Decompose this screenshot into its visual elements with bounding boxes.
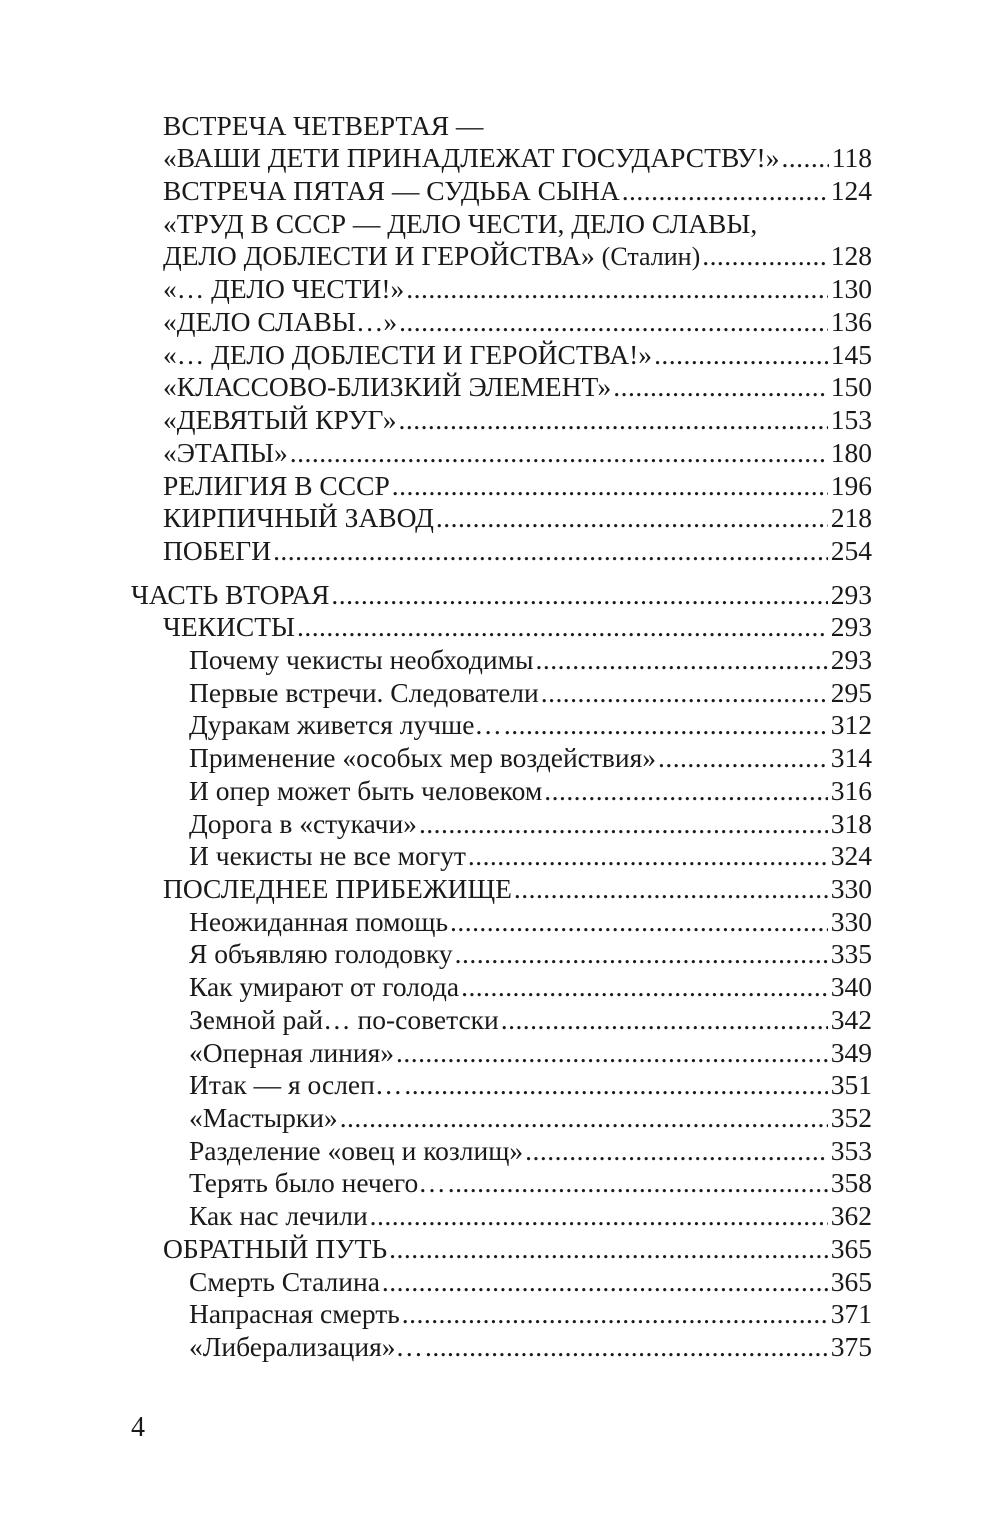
dot-leader — [702, 239, 828, 272]
toc-subentry[interactable] — [189, 1297, 872, 1330]
toc-subentry[interactable] — [189, 1101, 872, 1134]
dot-leader — [613, 370, 827, 403]
toc-subentry[interactable] — [189, 1166, 872, 1199]
toc-entry-page: 371 — [830, 1298, 872, 1329]
dot-leader — [622, 174, 828, 207]
dot-leader — [399, 305, 828, 338]
toc-heading-line — [163, 109, 872, 142]
toc-subentry[interactable] — [189, 1068, 872, 1101]
toc-entry-page: 330 — [830, 906, 872, 937]
toc-entry-title: Неожиданная помощь — [189, 906, 449, 937]
toc-entry-page: 316 — [830, 775, 872, 806]
dot-leader — [450, 905, 828, 938]
toc-entry-page: 136 — [830, 306, 872, 337]
toc-subentry[interactable] — [189, 708, 872, 741]
toc-entry-page: 118 — [831, 142, 872, 173]
toc-entry-page: 145 — [830, 339, 872, 370]
toc-entry-title: Дуракам живется лучше… — [189, 709, 502, 740]
dot-leader — [536, 643, 828, 676]
toc-entry-title: ВСТРЕЧА ПЯТАЯ — СУДЬБА СЫНА — [163, 175, 620, 206]
toc-entry-title: Разделение «овец и козлищ» — [189, 1135, 524, 1166]
toc-entry-page: 342 — [830, 1004, 872, 1035]
dot-leader — [297, 610, 828, 643]
toc-entry-title: ПОСЛЕДНЕЕ ПРИБЕЖИЩЕ — [163, 873, 512, 904]
dot-leader — [436, 501, 828, 534]
toc-entry-page: 293 — [830, 611, 872, 642]
toc-entry-page: 335 — [830, 938, 872, 969]
page-number: 4 — [131, 1412, 145, 1443]
toc-entry-title: РЕЛИГИЯ В СССР — [163, 470, 390, 501]
dot-leader — [406, 272, 827, 305]
toc-entry-page: 295 — [830, 677, 872, 708]
toc-entry[interactable] — [163, 872, 872, 905]
dot-leader — [448, 1166, 828, 1199]
toc-entry-page: 353 — [830, 1135, 872, 1166]
toc-entry[interactable] — [163, 338, 872, 371]
toc-entry-title: «КЛАССОВО-БЛИЗКИЙ ЭЛЕМЕНТ» — [163, 371, 612, 402]
toc-entry-title: Дорога в «стукачи» — [189, 808, 417, 839]
toc-entry[interactable] — [163, 534, 872, 567]
toc-subentry[interactable] — [189, 905, 872, 938]
toc-entry-page: 124 — [830, 175, 872, 206]
toc-entry-title: Как умирают от голода — [189, 971, 460, 1002]
toc-entry-title: ОБРАТНЫЙ ПУТЬ — [163, 1233, 388, 1264]
toc-entry[interactable] — [163, 469, 872, 502]
dot-leader — [468, 839, 828, 872]
toc-entry-title: ЧАСТЬ ВТОРАЯ — [131, 579, 330, 610]
toc-subentry[interactable] — [189, 1036, 872, 1069]
toc-entry-title: «Мастырки» — [189, 1102, 338, 1133]
toc-entry-page: 180 — [830, 437, 872, 468]
toc-subentry[interactable] — [189, 774, 872, 807]
toc-entry[interactable] — [163, 239, 872, 272]
toc-entry-page: 375 — [830, 1331, 872, 1362]
dot-leader — [419, 807, 828, 840]
toc-entry-page: 293 — [830, 644, 872, 675]
toc-subentry[interactable] — [189, 741, 872, 774]
toc-entry-title: «… ДЕЛО ДОБЛЕСТИ И ГЕРОЙСТВА!» — [163, 339, 653, 370]
dot-leader — [455, 937, 828, 970]
toc-entry[interactable] — [163, 403, 872, 436]
dot-leader — [370, 1199, 828, 1232]
toc-entry-page: 330 — [830, 873, 872, 904]
toc-entry-title: Я объявляю голодовку — [189, 938, 453, 969]
toc-entry-page: 352 — [830, 1102, 872, 1133]
dot-leader — [399, 403, 828, 436]
toc-subentry[interactable] — [189, 937, 872, 970]
toc-entry-title: И чекисты не все могут — [189, 840, 466, 871]
toc-entry-page: 358 — [830, 1167, 872, 1198]
dot-leader — [382, 1265, 828, 1298]
toc-entry[interactable] — [163, 501, 872, 534]
toc-entry-title: «ДЕЛО СЛАВЫ…» — [163, 306, 398, 337]
toc-subentry[interactable] — [189, 1265, 872, 1298]
toc-entry-page: 318 — [830, 808, 872, 839]
toc-entry-page: 218 — [830, 502, 872, 533]
toc-heading-line — [163, 207, 872, 240]
toc-entry-page: 365 — [830, 1266, 872, 1297]
toc-entry[interactable] — [163, 141, 872, 174]
toc-entry-page: 351 — [830, 1069, 872, 1100]
toc-entry-title: ДЕЛО ДОБЛЕСТИ И ГЕРОЙСТВА» (Сталин) — [163, 240, 701, 271]
dot-leader — [389, 1232, 828, 1265]
dot-leader — [658, 741, 828, 774]
toc-entry-note: (Сталин) — [601, 242, 701, 271]
toc-entry-page: 340 — [830, 971, 872, 1002]
toc-entry-page: 128 — [830, 240, 872, 271]
toc-entry-title: Почему чекисты необходимы — [189, 644, 534, 675]
toc-entry-page: 349 — [830, 1037, 872, 1068]
toc-entry-page: 362 — [830, 1200, 872, 1231]
toc-entry-title: Итак — я ослеп… — [189, 1069, 403, 1100]
toc-subentry[interactable] — [189, 1330, 872, 1363]
toc-entry-title: «… ДЕЛО ЧЕСТИ!» — [163, 273, 405, 304]
toc-entry-title: ЧЕКИСТЫ — [163, 611, 295, 642]
toc-entry-title: ВСТРЕЧА ЧЕТВЕРТАЯ — — [163, 110, 484, 141]
toc-entry-page: 312 — [830, 709, 872, 740]
toc-entry-title: «ВАШИ ДЕТИ ПРИНАДЛЕЖАТ ГОСУДАРСТВУ!» — [163, 142, 780, 173]
toc-entry-title: Как нас лечили — [189, 1200, 368, 1231]
toc-subentry[interactable] — [189, 1199, 872, 1232]
dot-leader — [290, 436, 828, 469]
dot-leader — [425, 1330, 828, 1363]
dot-leader — [504, 708, 828, 741]
toc-subentry[interactable] — [189, 1003, 872, 1036]
toc-subentry[interactable] — [189, 643, 872, 676]
toc-entry-title: Земной рай… по-советски — [189, 1004, 499, 1035]
toc-entry-title: Напрасная смерть — [189, 1298, 400, 1329]
toc-entry[interactable] — [163, 272, 872, 305]
toc-part-entry[interactable] — [131, 578, 872, 611]
toc-subentry[interactable] — [189, 807, 872, 840]
toc-entry-title: Первые встречи. Следователи — [189, 677, 539, 708]
dot-leader — [781, 141, 828, 174]
toc-entry-page: 130 — [830, 273, 872, 304]
dot-leader — [331, 578, 827, 611]
toc-entry-page: 293 — [830, 579, 872, 610]
toc-entry[interactable] — [163, 305, 872, 338]
toc-entry-page: 314 — [830, 742, 872, 773]
dot-leader — [525, 1134, 828, 1167]
toc-entry-title: ПОБЕГИ — [163, 535, 272, 566]
dot-leader — [273, 534, 828, 567]
toc-entry-page: 153 — [830, 404, 872, 435]
dot-leader — [340, 1101, 828, 1134]
dot-leader — [654, 338, 828, 371]
toc-entry[interactable] — [163, 610, 872, 643]
dot-leader — [501, 1003, 828, 1036]
toc-entry-page: 150 — [830, 371, 872, 402]
dot-leader — [392, 469, 828, 502]
toc-entry-title: КИРПИЧНЫЙ ЗАВОД — [163, 502, 434, 533]
toc-entry[interactable] — [163, 174, 872, 207]
toc-subentry[interactable] — [189, 839, 872, 872]
dot-leader — [396, 1036, 828, 1069]
toc-entry-page: 254 — [830, 535, 872, 566]
toc-entry-title: Смерть Сталина — [189, 1266, 380, 1297]
toc-entry-title: И опер может быть человеком — [189, 775, 543, 806]
toc-subentry[interactable] — [189, 676, 872, 709]
toc-entry-page: 196 — [830, 470, 872, 501]
toc-entry-title: Применение «особых мер воздействия» — [189, 742, 656, 773]
toc-entry-page: 324 — [830, 840, 872, 871]
dot-leader — [544, 774, 827, 807]
dot-leader — [514, 872, 828, 905]
toc-entry[interactable] — [163, 436, 872, 469]
toc-entry-title: Терять было нечего… — [189, 1167, 446, 1198]
toc-entry-title: «ДЕВЯТЫЙ КРУГ» — [163, 404, 397, 435]
dot-leader — [541, 676, 828, 709]
toc-entry-page: 365 — [830, 1233, 872, 1264]
toc-entry[interactable] — [163, 370, 872, 403]
toc-entry-title: «ТРУД В СССР — ДЕЛО ЧЕСТИ, ДЕЛО СЛАВЫ, — [163, 208, 758, 239]
dot-leader — [402, 1297, 828, 1330]
toc-entry[interactable] — [163, 1232, 872, 1265]
dot-leader — [461, 970, 828, 1003]
toc-entry-title: «Оперная линия» — [189, 1037, 395, 1068]
dot-leader — [404, 1068, 827, 1101]
toc-entry-title: «ЭТАПЫ» — [163, 437, 288, 468]
toc-subentry[interactable] — [189, 1134, 872, 1167]
toc-subentry[interactable] — [189, 970, 872, 1003]
toc-entry-title: «Либерализация»… — [189, 1331, 423, 1362]
